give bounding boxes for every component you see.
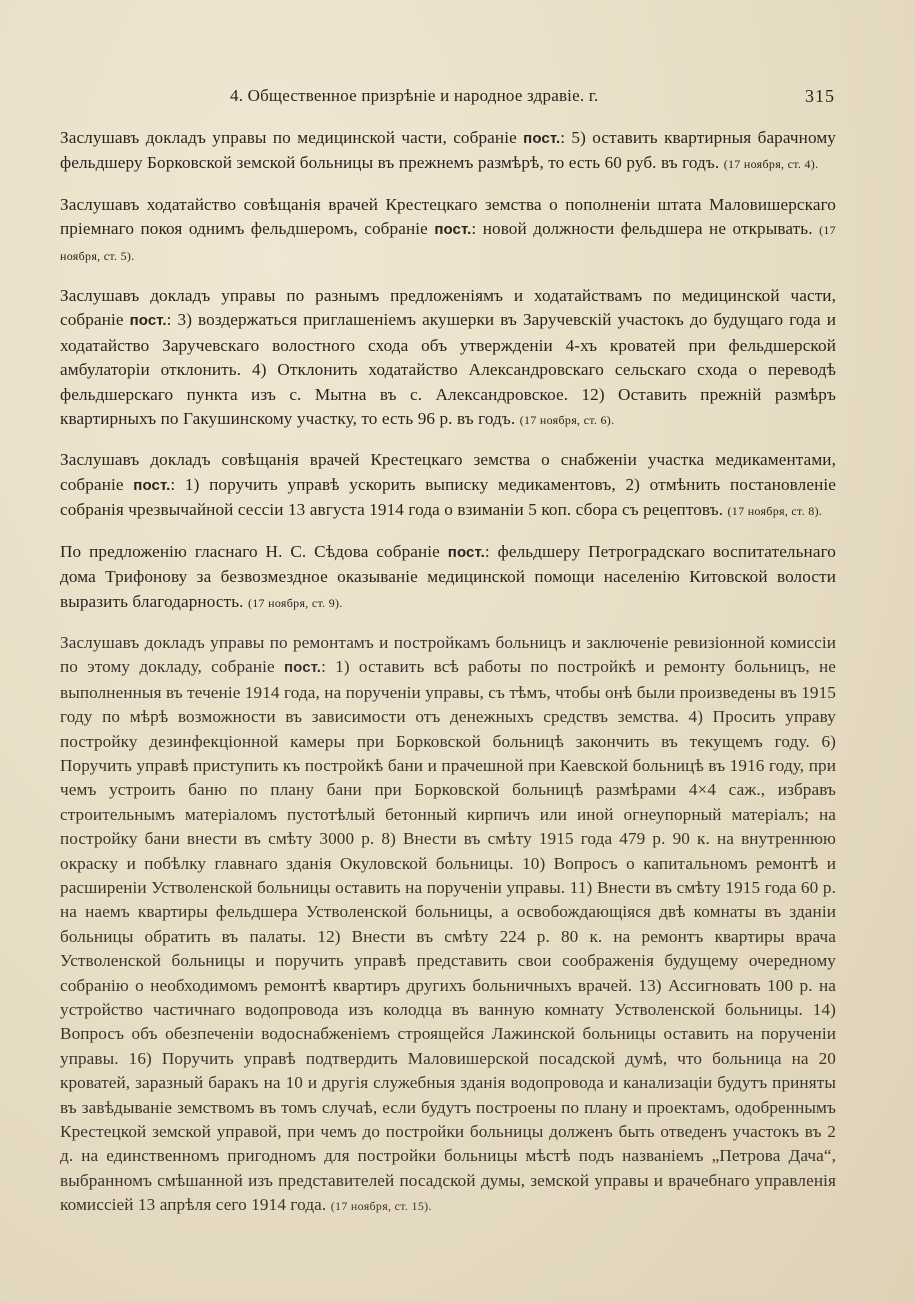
paragraph	[60, 631, 836, 1219]
paragraph-text: Заслушавъ докладъ совѣщанія врачей Крестецкаго земства о снабженіи участка медикаментами, собраніе	[60, 450, 836, 494]
session-reference: (17 ноября, ст. 4).	[723, 157, 819, 172]
session-reference: (17 ноября, ст. 8).	[727, 504, 823, 519]
document-body	[60, 126, 836, 1235]
resolution-keyword: пост.	[284, 659, 322, 677]
paragraph-text: Заслушавъ докладъ управы по ремонтамъ и постройкамъ больницъ и заключеніе ревизіонной комиссіи по этому докладу, собраніе	[60, 632, 836, 677]
paragraph	[60, 448, 836, 523]
paragraph-text: : новой должности фельдшера не открывать.	[471, 219, 813, 239]
resolution-keyword: пост.	[434, 221, 472, 239]
session-reference: (17 ноября, ст. 6).	[519, 413, 615, 428]
paragraph-text: : 1) поручить управѣ ускорить выписку медикаментовъ, 2) отмѣнить постановленіе собранія чрезвычайной сессіи 13 августа 1914 года о взиманіи 5 коп. сбора съ рецептовъ.	[60, 474, 836, 520]
resolution-keyword: пост.	[133, 476, 171, 494]
resolution-keyword: пост.	[129, 312, 167, 330]
paragraph-text: По предложенію гласнаго Н. С. Сѣдова собраніе	[60, 541, 440, 561]
paragraph	[60, 284, 836, 432]
paragraph-text: : фельдшеру Петроградскаго воспитательнаго дома Трифонову за безвозмездное оказываніе медицинской помощи населенію Китовской волости выразить благодарность.	[60, 541, 836, 611]
resolution-keyword: пост.	[447, 543, 485, 561]
paragraph-text: : 5) оставить квартирныя барачному фельдшеру Борковской земской больницы въ прежнемъ размѣрѣ, то есть 60 руб. въ годъ.	[60, 128, 836, 173]
session-reference: (17 ноября, ст. 9).	[247, 595, 343, 610]
page-number: 315	[805, 86, 835, 106]
session-reference: (17 ноября, ст. 5).	[60, 223, 836, 263]
paragraph-text: Заслушавъ докладъ управы по разнымъ предложеніямъ и ходатайствамъ по медицинской части, собраніе	[60, 286, 836, 330]
paragraph-text: Заслушавъ докладъ управы по медицинской части, собраніе	[60, 128, 517, 147]
session-reference: (17 ноября, ст. 15).	[330, 1199, 432, 1214]
paragraph	[60, 193, 836, 268]
section-title: 4. Общественное призрѣніе и народное здравіе. г.	[230, 86, 599, 105]
paragraph	[60, 126, 836, 177]
running-header	[230, 86, 835, 112]
paragraph-text: : 3) воздержаться приглашеніемъ акушерки въ Заручевскій участокъ до будущаго года и ходатайство Заручевскаго волостного схода объ утвержденіи 4-хъ кроватей при фельдшерской амбулаторіи отклонить. 4) Отклонить ходатайство Александровскаго сельскаго схода о переводѣ фельдшерскаго пункта изъ с. Мытна въ с. Александровское. 12) Оставить прежній размѣръ квартирныхъ по Гакушинскому участку, то есть 96 р. въ годъ.	[60, 310, 836, 429]
paragraph-text: : 1) оставить всѣ работы по постройкѣ и ремонту больницъ, не выполненныя въ теченіе 1914 года, на порученіи управы, съ тѣмъ, чтобы онѣ были произведены въ 1915 году по мѣрѣ возможности въ зависимости отъ денежныхъ средствъ земства. 4) Просить управу постройку дезинфекціонной камеры при Борковской больницѣ закончить въ текущемъ году. 6) Поручить управѣ приступить къ постройкѣ бани и прачешной при Каевской больницѣ въ 1916 году, при чемъ устроить баню по плану бани при Борковской больницѣ размѣрами 4×4 саж., избравъ строительнымъ матеріаломъ пустотѣлый бетонный кирпичъ или иной огнеупорный матеріалъ; на постройку бани внести въ смѣту 3000 р. 8) Внести въ смѣту 1915 года 479 р. 90 к. на внутреннюю окраску и побѣлку главнаго зданія Окуловской больницы. 10) Вопросъ о капитальномъ ремонтѣ и расширеніи Устволенской больницы оставить на порученіи управы. 11) Внести въ смѣту 1915 года 60 р. на наемъ квартиры фельдшера Устволенской больницы, а освобождающіяся двѣ комнаты въ зданіи больницы обратить въ палаты. 12) Внести въ смѣту 224 р. 80 к. на ремонтъ квартиры врача Устволенской больницы и поручить управѣ представить свои соображенія будущему очередному собранію о необходимомъ ремонтѣ квартиръ другихъ больничныхъ врачей. 13) Ассигновать 100 р. на устройство частичнаго водопровода изъ колодца въ ванную комнату Устволенской больницы. 14) Вопросъ объ обезпеченіи водоснабженіемъ строящейся Лажинской больницы оставить на порученіи управы. 16) Поручить управѣ подтвердить Маловишерской посадской думѣ, что больница на 20 кроватей, заразный баракъ на 10 и другія служебныя зданія водопровода и канализаціи будутъ приняты въ завѣдываніе земствомъ въ томъ случаѣ, если будутъ построены по плану и проектамъ, одобреннымъ Крестецкой земской управой, при чемъ до постройки больницы долженъ быть отведенъ участокъ въ 2 д. на единственномъ пригодномъ для постройки больницы мѣстѣ подъ названіемъ „Петрова Дача“, выбранномъ смѣшанной изъ представителей посадской думы, земской управы и врачебнаго управленія комиссіей 13 апрѣля сего 1914 года.	[60, 657, 837, 1215]
resolution-keyword: пост.	[523, 130, 561, 147]
paragraph-text: Заслушавъ ходатайство совѣщанія врачей Крестецкаго земства о пополненіи штата Маловишерскаго пріемнаго покоя однимъ фельдшеромъ, собраніе	[60, 194, 836, 239]
paragraph	[60, 540, 836, 615]
